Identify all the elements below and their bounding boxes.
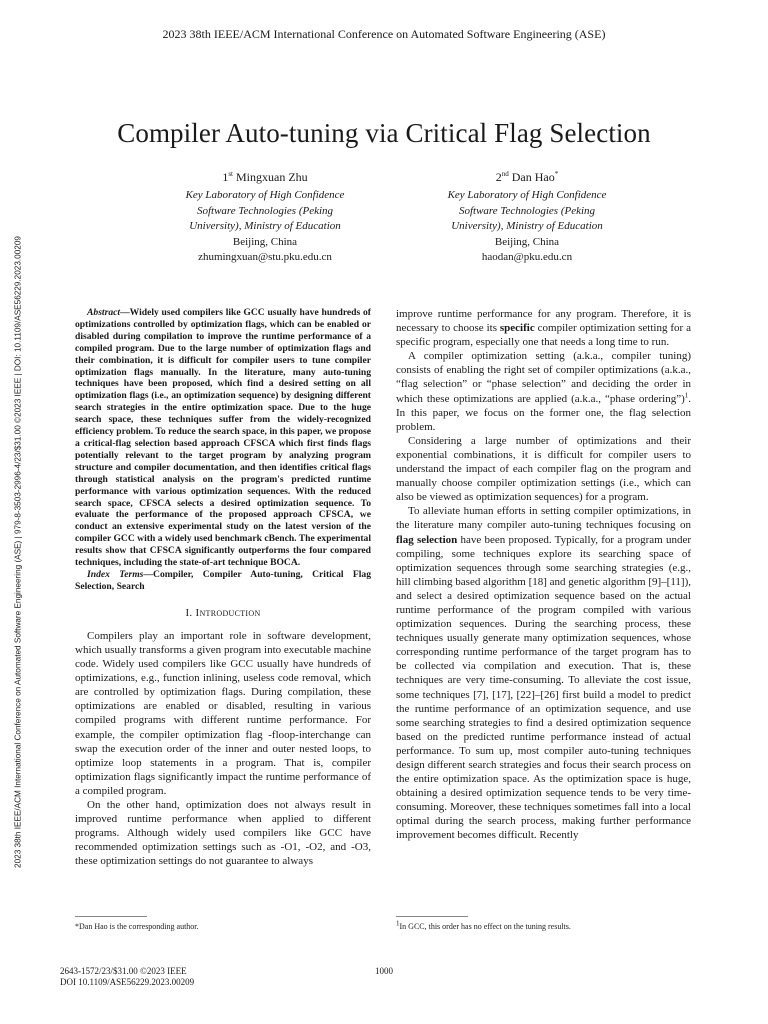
footnote-right: $^1$In GCC, this order has no effect on the tuning results.	[396, 920, 691, 931]
author-name-2: 2nd Dan Hao*	[495, 170, 559, 184]
right-paragraph-4: To alleviate human efforts in setting compiler optimizations, in the literature many compiler auto-tuning techniques focusing on flag selection have been proposed. Typically, for a program under compiling, some techniques explore its searching space of optimization sequences through some searching strategies (e.g., hill climbing based algorithm [18] and genetic algorithm [9]–[11]), and select a desired optimization sequence based on the actual runtime performance of the program compiled with various optimization sequences. During the searching process, these techniques usually generate many optimization sequences, whose corresponding runtime performance of the target program has to be collected via compilation and execution. That is, these techniques are very time-consuming. To alleviate the cost issue, some techniques [7], [17], [22]–[26] first build a model to predict the runtime performance of an optimization sequence, and use some searching strategies to find a desired optimization sequence based on the predicted runtime performance instead of actual performance. To sum up, most compiler auto-tuning techniques design different search strategies and focus their search process on the entire optimization space. As the optimization space is huge, obtaining a desired optimization sequence tends to be very time-consuming. Moreover, these techniques sometimes fall into a local optimal during the search process, making further performance improvement becomes difficult. Recently	[396, 505, 691, 842]
paper-title: Compiler Auto-tuning via Critical Flag Selection	[117, 118, 651, 148]
section-heading-introduction: I. Introduction	[185, 606, 261, 619]
right-column	[396, 307, 691, 843]
right-paragraph-1: improve runtime performance for any program. Therefore, it is necessary to choose its specific compiler optimization setting for a specific program, especially one that needs a long time to run.	[396, 308, 691, 349]
author-email-1: zhumingxuan@stu.pku.edu.cn	[198, 251, 332, 264]
conference-header: 2023 38th IEEE/ACM International Conference on Automated Software Engineering (ASE)	[162, 27, 606, 41]
author-email-2: haodan@pku.edu.cn	[481, 251, 573, 264]
author-affiliation-2: Key Laboratory of High Confidence Software Technologies (Peking University), Ministry of Education	[447, 189, 607, 233]
abstract: Abstract—Widely used compilers like GCC usually have hundreds of optimizations controlled by optimization flags, which can be enabled or disabled during compilation to improve the runtime performance of a compiled program. Due to the large number of optimization flags and their combination, it is difficult for compiler users to tune compiler optimization flags manually. In the literature, many auto-tuning techniques have been proposed, which find a desired setting on all optimization flags (i.e., an optimization sequence) by designing different search strategies in the entire optimization space. Due to the huge search space, these techniques suffer from the widely-recognized efficiency problem. To reduce the search space, in this paper, we propose a critical-flag selection based approach CFSCA which first finds flags potentially relevant to the target program by analyzing program structure and compiler documentation, and then identifies critical flags through statistical analysis on the program's predicted runtime performance with various optimization sequences. With the reduced search space, CFSCA selects a desired optimization sequence. To evaluate the performance of the proposed approach CFSCA, we conduct an extensive experimental study on the latest version of the compiler GCC with a widely used benchmark cBench. The experimental results show that CFSCA significantly outperforms the four compared techniques, including the state-of-art technique BOCA.	[75, 307, 371, 569]
footnote-rule-left	[75, 916, 147, 917]
page-number: 1000	[375, 966, 393, 976]
author-affiliation-1: Key Laboratory of High Confidence Software Technologies (Peking University), Ministry of Education	[185, 189, 345, 233]
author-name-1: 1st Mingxuan Zhu	[222, 170, 308, 184]
footnote-left: *Dan Hao is the corresponding author.	[75, 920, 371, 931]
right-paragraph-3: Considering a large number of optimizations and their exponential combinations, it is difficult for compiler users to understand the impact of each compiler flag on the program and manually choose compiler optimization settings (i.e., which can also be viewed as optimization sequences) for a program.	[396, 434, 691, 504]
index-terms: Index Terms—Compiler, Compiler Auto-tuning, Critical Flag Selection, Search	[75, 568, 371, 592]
author-location-2: Beijing, China	[494, 235, 560, 248]
intro-paragraph-2: On the other hand, optimization does not always result in improved runtime performance when applied to different programs. Although widely used compilers like GCC have recommended optimization settings such as -O1, -O2, and -O3, these optimization settings do not guarantee to always	[75, 798, 371, 868]
intro-paragraph-1: Compilers play an important role in software development, which usually transforms a given program into executable machine code. Widely used compilers like GCC usually have hundreds of optimizations, e.g., function inlining, useless code removal, which are controlled by optimization flags. During compilation, these optimizations are enabled or disabled, resulting in various compiled programs with different runtime performance. For example, the compiler optimization flag -floop-interchange can swap the execution order of the inner and outer nested loops, to optimize loop statements in a program. That is, compiler optimization flags significantly impact the runtime performance of a compiled program.	[75, 629, 371, 797]
right-paragraph-2: A compiler optimization setting (a.k.a., compiler tuning) consists of enabling the right set of compiler optimizations (a.k.a., “flag selection” or “phase selection” and deciding the order in which these optimizations are applied (a.k.a., “phase ordering”)$^1$. In this paper, we focus on the former one, the flag selection problem.	[396, 350, 691, 433]
left-column	[75, 307, 371, 868]
author-block-1	[115, 170, 415, 265]
side-citation: 2023 38th IEEE/ACM International Conference on Automated Software Engineering (ASE) | 979-8-3503-2996-4/23/$31.00 ©2023 IEEE | DOI: 10.1109/ASE56229.2023.00209	[13, 236, 23, 868]
author-location-1: Beijing, China	[232, 235, 298, 248]
footnote-rule-right	[396, 916, 468, 917]
author-block-2	[377, 170, 677, 265]
copyright-block: 2643-1572/23/$31.00 ©2023 IEEE DOI 10.1109/ASE56229.2023.00209	[60, 966, 195, 987]
